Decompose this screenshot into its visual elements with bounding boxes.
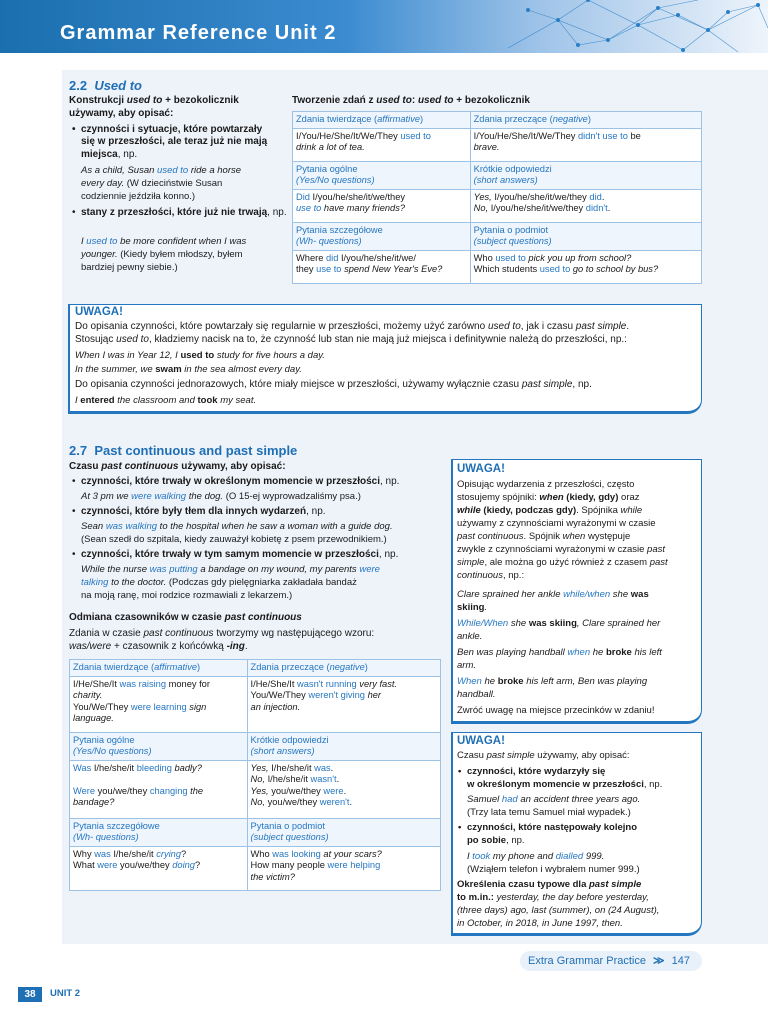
s22-example-2-line3: bardziej pewny siebie.) xyxy=(81,262,178,273)
table-header-yes-no: Pytania ogólne (Yes/No questions) xyxy=(70,732,248,760)
section-2-7-title xyxy=(69,443,297,458)
s22-example-1-line2: every day. (W dzieciństwie Susan xyxy=(81,178,223,189)
s22-note-example-2: In the summer, we swam in the sea almost every day. xyxy=(75,364,302,375)
note-line: (three days) ago, last (summer), on (24 August), xyxy=(457,905,660,916)
s27-example-1: At 3 pm we were walking the dog. (O 15-ej wyprowadzaliśmy psa.) xyxy=(81,491,361,502)
table-header-short-answers: Krótkie odpowiedzi (short answers) xyxy=(247,732,440,760)
s27-note-1-title: UWAGA! xyxy=(457,463,505,475)
note-example: Samuel had an accident three years ago. xyxy=(467,794,641,805)
note-line: simple, ale można go użyć również z czasem past xyxy=(457,557,668,568)
note-line: past continuous. Spójnik when występuje xyxy=(457,531,631,542)
table-cell: Who was looking at your scars? How many people were helping the victim? xyxy=(247,846,440,890)
s27-note-2-title: UWAGA! xyxy=(457,735,505,747)
s22-bullet-1: • czynności i sytuacje, które powtarzały xyxy=(81,124,262,137)
s22-note-title: UWAGA! xyxy=(75,306,123,318)
note-line: Określenia czasu typowe dla past simple xyxy=(457,879,642,890)
table-cell: I/He/She/It was raising money for charity. You/We/They were learning sign language. xyxy=(70,676,248,732)
table-cell: Where did I/you/he/she/it/we/ they use to spend New Year's Eve? xyxy=(293,250,471,283)
s22-example-2: I used to be more confident when I was xyxy=(81,236,247,247)
table-header-yes-no: Pytania ogólne (Yes/No questions) xyxy=(293,161,471,189)
s27-conjugation-line-1: Zdania w czasie past continuous tworzymy wg następującego wzoru: xyxy=(69,628,375,639)
table-cell: Did I/you/he/she/it/we/they use to have many friends? xyxy=(293,189,471,222)
note-bullet: • czynności, które następowały kolejno xyxy=(467,822,637,835)
note-line: Zwróć uwagę na miejsce przecinków w zdaniu! xyxy=(457,705,655,716)
note-example: While/When she was skiing, Clare sprained her xyxy=(457,618,661,629)
s27-bullet-3: • czynności, które trwały w tym samym momencie w przeszłości, np. xyxy=(81,549,398,562)
note-example: handball. xyxy=(457,689,496,700)
page-title: Grammar Reference Unit 2 xyxy=(60,22,337,44)
table-header-short-answers: Krótkie odpowiedzi (short answers) xyxy=(470,161,701,189)
s22-example-2-line2: younger. (Kiedy byłem młodszy, byłem xyxy=(81,249,243,260)
note-example: Ben was playing handball when he broke his left xyxy=(457,647,662,658)
s22-table-title: Tworzenie zdań z used to: used to + bezokolicznik xyxy=(292,95,530,106)
s22-bullet-2: • stany z przeszłości, które już nie trwają, np. xyxy=(81,207,287,220)
s22-intro: Konstrukcji used to + bezokolicznik xyxy=(69,95,239,106)
s22-example-1-line3: codziennie jeździła konno.) xyxy=(81,191,196,202)
s22-bullet-1-line3: miejsca, np. xyxy=(81,149,138,160)
s27-example-3-line3: na moją ranę, moi rodzice rozmawiali z lekarzem.) xyxy=(81,590,293,601)
s22-bullet-1-line2: się w przeszłości, ale teraz już nie mają xyxy=(81,136,268,147)
note-line: while (kiedy, podczas gdy). Spójnika while xyxy=(457,505,643,516)
note-example: arm. xyxy=(457,660,476,671)
s22-note-example-1: When I was in Year 12, I used to study for five hours a day. xyxy=(75,350,325,361)
s27-example-3-line2: talking to the doctor. (Podczas gdy pielęgniarka zakładała bandaż xyxy=(81,577,357,588)
s27-conjugation-title: Odmiana czasowników w czasie past continuous xyxy=(69,612,302,623)
double-chevron-right-icon: ≫ xyxy=(653,955,665,967)
extra-grammar-practice-link[interactable] xyxy=(520,951,702,971)
table-cell: I/You/He/She/It/We/They didn't use to be brave. xyxy=(470,128,701,161)
page-header xyxy=(0,0,768,53)
section-2-2-title xyxy=(69,78,142,93)
table-header-subject: Pytania o podmiot (subject questions) xyxy=(247,818,440,846)
note-line: to m.in.: yesterday, the day before yesterday, xyxy=(457,892,649,903)
note-line: zwykle z czynnościami wyrażonymi w czasie past xyxy=(457,544,666,555)
s22-note-example-3: I entered the classroom and took my seat. xyxy=(75,395,257,406)
unit-label: UNIT 2 xyxy=(50,988,81,999)
note-example: Clare sprained her ankle while/when she was xyxy=(457,589,649,600)
s22-note-line-1: Do opisania czynności, które powtarzały się regularnie w przeszłości, możemy użyć zarówno used to, jak i czasu past simple. xyxy=(75,321,630,332)
s27-intro: Czasu past continuous używamy, aby opisać: xyxy=(69,461,286,472)
note-line: Czasu past simple używamy, aby opisać: xyxy=(457,750,630,761)
note-line: (Wziąłem telefon i wybrałem numer 999.) xyxy=(467,864,640,875)
s22-example-1: As a child, Susan used to ride a horse xyxy=(81,165,242,176)
note-line: po sobie, np. xyxy=(467,835,525,846)
table-cell: Yes, I/you/he/she/it/we/they did. No, I/you/he/she/it/we/they didn't. xyxy=(470,189,701,222)
s27-table xyxy=(69,659,441,891)
s27-example-3: While the nurse was putting a bandage on my wound, my parents were xyxy=(81,564,380,575)
note-bullet: • czynności, które wydarzyły się xyxy=(467,766,605,779)
page-number: 38 xyxy=(18,987,42,1002)
section-number: 2.7 xyxy=(69,443,88,458)
note-line: Opisując wydarzenia z przeszłości, często xyxy=(457,479,635,490)
s22-intro-2: używamy, aby opisać: xyxy=(69,108,174,119)
note-line: stosujemy spójniki: when (kiedy, gdy) oraz xyxy=(457,492,640,503)
link-label: Extra Grammar Practice xyxy=(528,955,646,967)
table-cell: Was I/he/she/it bleeding badly? Were you/we/they changing the bandage? xyxy=(70,760,248,818)
note-example: ankle. xyxy=(457,631,483,642)
table-header-affirmative: Zdania twierdzące (affirmative) xyxy=(293,112,471,129)
table-cell: Why was I/he/she/it crying? What were you/we/they doing? xyxy=(70,846,248,890)
section-heading: Used to xyxy=(94,78,142,93)
table-header-negative: Zdania przeczące (negative) xyxy=(247,660,440,677)
table-cell: I/You/He/She/It/We/They used to drink a lot of tea. xyxy=(293,128,471,161)
link-page-number: 147 xyxy=(671,955,690,967)
note-example: When he broke his left arm, Ben was playing xyxy=(457,676,648,687)
section-number: 2.2 xyxy=(69,78,88,93)
s27-bullet-2: • czynności, które były tłem dla innych wydarzeń, np. xyxy=(81,506,326,519)
s27-example-2-line2: (Sean szedł do szpitala, kiedy zauważył kobietę z psem przewodnikiem.) xyxy=(81,534,387,545)
note-line: (Trzy lata temu Samuel miał wypadek.) xyxy=(467,807,631,818)
s27-bullet-1: • czynności, które trwały w określonym momencie w przeszłości, np. xyxy=(81,476,399,489)
note-line: continuous, np.: xyxy=(457,570,525,581)
table-header-affirmative: Zdania twierdzące (affirmative) xyxy=(70,660,248,677)
table-header-subject: Pytania o podmiot (subject questions) xyxy=(470,222,701,250)
network-decoration-icon xyxy=(468,0,768,53)
note-example: I took my phone and dialled 999. xyxy=(467,851,605,862)
s27-example-2: Sean was walking to the hospital when he saw a woman with a guide dog. xyxy=(81,521,393,532)
note-line: używamy z czynnościami wyrażonymi w czasie xyxy=(457,518,656,529)
table-header-negative: Zdania przeczące (negative) xyxy=(470,112,701,129)
table-header-wh: Pytania szczegółowe (Wh- questions) xyxy=(293,222,471,250)
note-line: in October, in 2018, in June 1997, then. xyxy=(457,918,623,929)
s22-note-line-5: Do opisania czynności jednorazowych, które miały miejsce w przeszłości, używamy wyłącznie czasu past simple, np. xyxy=(75,379,592,390)
table-cell: Who used to pick you up from school? Which students used to go to school by bus? xyxy=(470,250,701,283)
s22-table xyxy=(292,111,702,284)
section-heading: Past continuous and past simple xyxy=(94,443,298,458)
table-cell: I/He/She/It wasn't running very fast. You/We/They weren't giving her an injection. xyxy=(247,676,440,732)
note-example: skiing. xyxy=(457,602,488,613)
table-cell: Yes, I/he/she/it was. No, I/he/she/it wasn't. Yes, you/we/they were. No, you/we/they weren't. xyxy=(247,760,440,818)
s22-note-line-2: Stosując used to, kładziemy nacisk na to, że czynność lub stan nie mają już miejsca i definitywnie należą do przeszłości, np.: xyxy=(75,334,627,345)
table-header-wh: Pytania szczegółowe (Wh- questions) xyxy=(70,818,248,846)
note-line: w określonym momencie w przeszłości, np. xyxy=(467,779,663,790)
s27-conjugation-line-2: was/were + czasownik z końcówką -ing. xyxy=(69,641,248,652)
